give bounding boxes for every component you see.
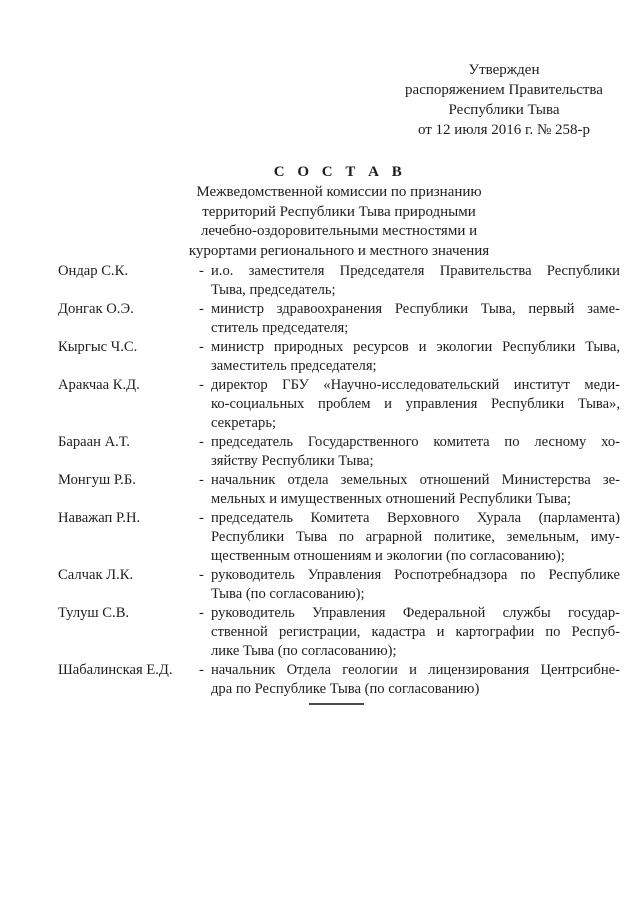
- end-divider: [309, 703, 364, 705]
- position-line: директор ГБУ «Научно-исследовательский институт меди-: [211, 377, 620, 393]
- dash-separator: -: [199, 339, 204, 355]
- member-row: [58, 300, 620, 338]
- dash-separator: -: [199, 263, 204, 279]
- member-name: Донгак О.Э.: [58, 301, 134, 317]
- document-title: С О С Т А В: [273, 164, 405, 180]
- position-line: начальник отдела земельных отношений Министерства зе-: [211, 472, 620, 488]
- approval-line: распоряжением Правительства: [405, 82, 603, 98]
- member-row: [58, 471, 620, 509]
- position-line: министр природных ресурсов и экологии Республики Тыва,: [211, 339, 620, 355]
- member-name: Кыргыс Ч.С.: [58, 339, 138, 355]
- member-position: [211, 661, 620, 699]
- dash-separator: -: [199, 662, 204, 678]
- position-line: председатель Государственного комитета по лесному хо-: [211, 434, 620, 450]
- title-subtitle-line: Межведомственной комиссии по признанию: [196, 183, 482, 200]
- member-position: [211, 566, 620, 604]
- member-position: [211, 471, 620, 509]
- position-line: заместитель председателя;: [211, 358, 377, 374]
- position-line: и.о. заместителя Председателя Правительства Республики: [211, 263, 620, 279]
- position-line: щественным отношениям и экологии (по согласованию);: [211, 548, 565, 564]
- position-line: зяйству Республики Тыва;: [211, 453, 374, 469]
- member-row: [58, 262, 620, 300]
- dash-separator: -: [199, 510, 204, 526]
- dash-separator: -: [199, 377, 204, 393]
- member-position: [211, 433, 620, 471]
- dash-separator: -: [199, 605, 204, 621]
- approval-line: Утвержден: [468, 62, 540, 78]
- member-name: Аракчаа К.Д.: [58, 377, 140, 393]
- position-line: Республики Тыва по аграрной политике, земельным, иму-: [211, 529, 620, 545]
- member-name: Монгуш Р.Б.: [58, 472, 136, 488]
- dash-separator: -: [199, 434, 204, 450]
- member-position: [211, 262, 620, 300]
- member-row: [58, 604, 620, 661]
- position-line: руководитель Управления Федеральной службы государ-: [211, 605, 620, 621]
- position-line: председатель Комитета Верховного Хурала (парламента): [211, 510, 620, 526]
- title-subtitle-line: курортами регионального и местного значения: [188, 243, 490, 260]
- position-line: руководитель Управления Роспотребнадзора по Республике: [211, 567, 620, 583]
- position-line: дра по Республике Тыва (по согласованию): [211, 681, 480, 697]
- approval-block: [394, 60, 614, 140]
- member-position: [211, 338, 620, 376]
- position-line: начальник Отдела геологии и лицензирования Центрсибне-: [211, 662, 620, 678]
- member-row: [58, 433, 620, 471]
- member-name: Салчак Л.К.: [58, 567, 134, 583]
- dash-separator: -: [199, 472, 204, 488]
- member-name: Ондар С.К.: [58, 263, 128, 279]
- member-row: [58, 661, 620, 699]
- position-line: ститель председателя;: [211, 320, 349, 336]
- position-line: лике Тыва (по согласованию);: [211, 643, 397, 659]
- dash-separator: -: [199, 301, 204, 317]
- member-row: [58, 509, 620, 566]
- position-line: Тыва, председатель;: [211, 282, 336, 298]
- title-block: [58, 163, 620, 262]
- member-position: [211, 604, 620, 661]
- position-line: ственной регистрации, кадастра и картографии по Респуб-: [211, 624, 620, 640]
- position-line: ко-социальных проблем и управления Республики Тыва»,: [211, 396, 620, 412]
- member-position: [211, 300, 620, 338]
- title-subtitle-line: территорий Республики Тыва природными: [202, 203, 476, 220]
- member-name: Шабалинская Е.Д.: [58, 662, 173, 678]
- member-row: [58, 566, 620, 604]
- member-position: [211, 376, 620, 433]
- dash-separator: -: [199, 567, 204, 583]
- member-name: Наважап Р.Н.: [58, 510, 141, 526]
- position-line: мельных и имущественных отношений Республики Тыва;: [211, 491, 572, 507]
- position-line: министр здравоохранения Республики Тыва, первый заме-: [211, 301, 620, 317]
- members-list: [58, 262, 620, 699]
- position-line: секретарь;: [211, 415, 277, 431]
- title-subtitle-line: лечебно-оздоровительными местностями и: [200, 223, 478, 240]
- member-name: Тулуш С.В.: [58, 605, 130, 621]
- member-position: [211, 509, 620, 566]
- member-row: [58, 376, 620, 433]
- approval-line: от 12 июля 2016 г. № 258-р: [417, 122, 591, 138]
- approval-line: Республики Тыва: [448, 102, 560, 118]
- member-row: [58, 338, 620, 376]
- member-name: Бараан А.Т.: [58, 434, 130, 450]
- position-line: Тыва (по согласованию);: [211, 586, 365, 602]
